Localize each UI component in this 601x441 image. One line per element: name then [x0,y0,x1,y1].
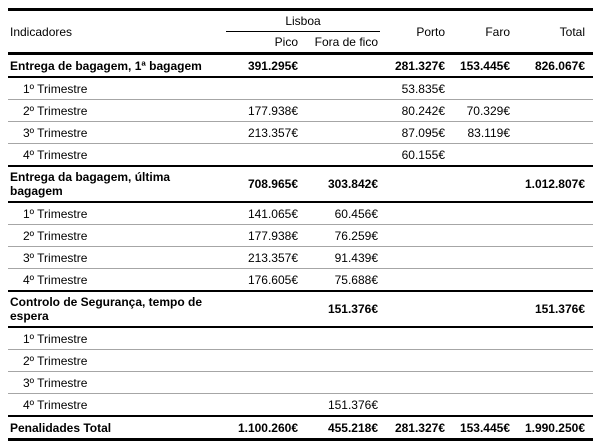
cell-pico [226,291,300,327]
row-label: Controlo de Segurança, tempo de espera [10,295,203,323]
penalties-table [8,8,593,441]
table-body [8,54,593,440]
cell-faro [447,225,512,247]
cell-porto [380,291,447,327]
cell-pico: 176.605€ [247,272,298,287]
cell-fora-de-fico [300,122,380,144]
cell-faro [447,166,512,202]
cell-faro: 153.445€ [459,420,510,435]
cell-faro: 153.445€ [459,58,510,73]
cell-total [512,350,593,372]
row-label: 4º Trimestre [23,147,88,162]
cell-pico: 391.295€ [247,58,298,73]
cell-porto [380,350,447,372]
row-label: 3º Trimestre [23,250,88,265]
cell-porto [380,372,447,394]
cell-fora-de-fico: 151.376€ [327,302,378,316]
cell-porto [380,202,447,225]
row-label: 4º Trimestre [23,397,88,412]
cell-fora-de-fico [300,350,380,372]
row-label: 1º Trimestre [23,81,88,96]
detail-row-trimestre [8,350,593,372]
cell-porto: 80.242€ [401,103,445,118]
cell-pico [226,350,300,372]
cell-total: 151.376€ [534,302,585,316]
detail-row-trimestre [8,202,593,225]
cell-fora-de-fico [300,100,380,122]
row-label: 2º Trimestre [23,103,88,118]
cell-total [512,269,593,292]
cell-pico: 177.938€ [247,228,298,243]
cell-faro [447,291,512,327]
row-label: 1º Trimestre [23,206,88,221]
cell-faro: 83.119€ [467,125,510,140]
cell-porto [380,269,447,292]
cell-pico [226,327,300,350]
header-pico: Pico [274,35,298,49]
cell-fora-de-fico: 75.688€ [334,272,378,287]
header-faro: Faro [485,24,510,39]
detail-row-trimestre [8,100,593,122]
detail-row-trimestre [8,225,593,247]
cell-total [512,247,593,269]
cell-total: 1.990.250€ [524,420,585,435]
header-row-groups [8,10,593,32]
cell-pico [226,144,300,167]
cell-porto: 281.327€ [394,58,445,73]
cell-fora-de-fico [300,327,380,350]
cell-total: 826.067€ [534,58,585,73]
section-row-controlo-seguranca [8,291,593,327]
table-header [8,10,593,54]
cell-pico: 708.965€ [247,177,298,191]
cell-faro [447,350,512,372]
cell-fora-de-fico [300,372,380,394]
cell-faro [447,202,512,225]
cell-fora-de-fico: 303.842€ [327,177,378,191]
detail-row-trimestre [8,77,593,100]
row-label: Entrega de bagagem, 1ª bagagem [10,58,202,73]
cell-total [512,327,593,350]
cell-faro [447,269,512,292]
cell-faro [447,327,512,350]
cell-fora-de-fico: 76.259€ [334,228,378,243]
cell-faro [447,77,512,100]
cell-fora-de-fico [300,77,380,100]
cell-fora-de-fico [300,54,380,78]
cell-porto [380,166,447,202]
detail-row-trimestre [8,269,593,292]
row-label: 3º Trimestre [23,125,88,140]
cell-total [512,100,593,122]
detail-row-trimestre [8,122,593,144]
cell-total [512,372,593,394]
header-total: Total [559,24,585,39]
cell-fora-de-fico: 455.218€ [327,420,378,435]
row-label: 2º Trimestre [23,228,88,243]
cell-fora-de-fico [300,144,380,167]
cell-porto [380,247,447,269]
detail-row-trimestre [8,247,593,269]
cell-pico: 141.065€ [247,206,298,221]
row-label: 1º Trimestre [23,331,88,346]
cell-pico: 177.938€ [247,103,298,118]
cell-fora-de-fico: 60.456€ [334,206,378,221]
detail-row-trimestre [8,327,593,350]
cell-fora-de-fico: 91.439€ [334,250,378,265]
header-fora-de-fico: Fora de fico [314,35,378,49]
cell-total [512,144,593,167]
cell-total [512,77,593,100]
row-label: Penalidades Total [10,420,112,435]
cell-porto: 60.155€ [401,147,445,162]
cell-pico: 213.357€ [247,125,298,140]
cell-porto [380,327,447,350]
cell-porto: 87.095€ [401,125,445,140]
cell-total [512,202,593,225]
detail-row-trimestre [8,144,593,167]
cell-porto: 53.835€ [401,81,445,96]
cell-total: 1.012.807€ [524,177,585,191]
section-row-entrega-ultima-bagagem [8,166,593,202]
detail-row-trimestre [8,372,593,394]
header-porto: Porto [416,24,445,39]
section-row-entrega-1a-bagagem [8,54,593,78]
cell-pico: 1.100.260€ [237,420,298,435]
cell-pico: 213.357€ [247,250,298,265]
grand-total-row [8,416,593,440]
header-lisboa-group: Lisboa [226,10,380,32]
cell-fora-de-fico: 151.376€ [327,397,378,412]
row-label: 2º Trimestre [23,353,88,368]
header-indicadores: Indicadores [10,24,73,39]
cell-total [512,225,593,247]
row-label: 4º Trimestre [23,272,88,287]
cell-pico [226,372,300,394]
row-label: 3º Trimestre [23,375,88,390]
cell-porto: 281.327€ [394,420,445,435]
cell-faro: 70.329€ [466,103,510,118]
cell-porto [380,225,447,247]
cell-pico [226,77,300,100]
cell-faro [447,372,512,394]
row-label: Entrega da bagagem, última bagagem [10,170,171,198]
cell-faro [447,247,512,269]
cell-total [512,122,593,144]
cell-faro [447,144,512,167]
